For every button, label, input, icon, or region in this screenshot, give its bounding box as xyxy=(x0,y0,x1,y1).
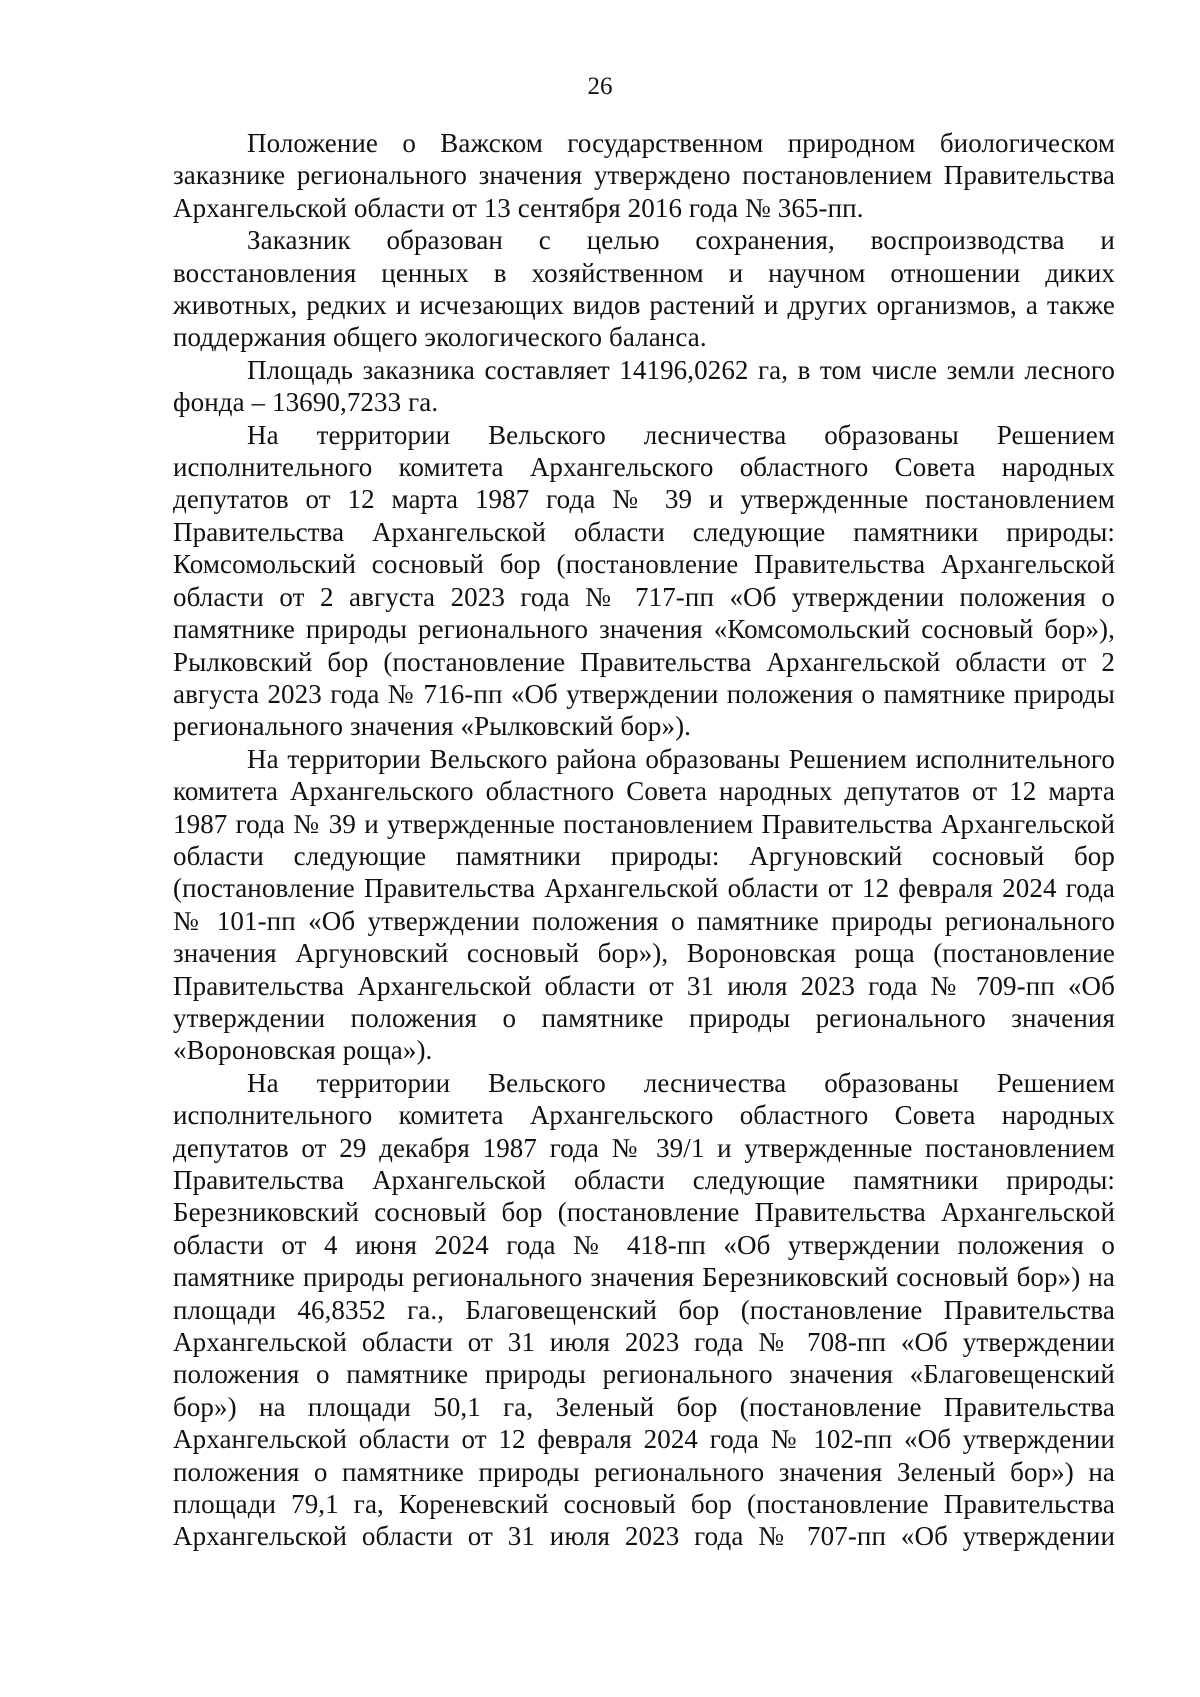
paragraph-reserve-purpose: Заказник образован с целью сохранения, воспроизводства и восстановления ценных в хозяйственном и научном отношении диких животных, редких и исчезающих видов растений и других организмов, а также поддержания общего экологического баланса. xyxy=(173,225,1115,353)
document-body xyxy=(173,127,1115,1553)
paragraph-vazhsky-reserve-regulation: Положение о Важском государственном природном биологическом заказнике регионального значения утверждено постановлением Правительства Архангельской области от 13 сентября 2016 года № 365-пп. xyxy=(173,128,1115,223)
paragraph-velsk-forestry-monuments-dec-1987: На территории Вельского лесничества образованы Решением исполнительного комитета Архангельского областного Совета народных депутатов от 29 декабря 1987 года № 39/1 и утвержденные постановлением Правительства Архангельской области следующие памятники природы: Березниковский сосновый бор (постановление Правительства Архангельской области от 4 июня 2024 года № 418-пп «Об утверждении положения о памятнике природы регионального значения Березниковский сосновый бор») на площади 46,8352 га., Благовещенский бор (постановление Правительства Архангельской области от 31 июля 2023 года № 708-пп «Об утверждении положения о памятнике природы регионального значения «Благовещенский бор») на площади 50,1 га, Зеленый бор (постановление Правительства Архангельской области от 12 февраля 2024 года № 102-пп «Об утверждении положения о памятнике природы регионального значения Зеленый бор») на площади 79,1 га, Кореневский сосновый бор (постановление Правительства Архангельской области от 31 июля 2023 года № 707-пп «Об утверждении xyxy=(173,1067,1115,1552)
paragraph-reserve-area: Площадь заказника составляет 14196,0262 га, в том числе земли лесного фонда – 13690,7233 га. xyxy=(173,354,1115,418)
paragraph-velsk-forestry-monuments-1987: На территории Вельского лесничества образованы Решением исполнительного комитета Архангельского областного Совета народных депутатов от 12 марта 1987 года № 39 и утвержденные постановлением Правительства Архангельской области следующие памятники природы: Комсомольский сосновый бор (постановление Правительства Архангельской области от 2 августа 2023 года № 717-пп «Об утверждении положения о памятнике природы регионального значения «Комсомольский сосновый бор»), Рылковский бор (постановление Правительства Архангельской области от 2 августа 2023 года № 716-пп «Об утверждении положения о памятнике природы регионального значения «Рылковский бор»). xyxy=(173,419,1115,742)
page-number: 26 xyxy=(587,73,613,100)
paragraph-velsk-district-monuments: На территории Вельского района образованы Решением исполнительного комитета Архангельского областного Совета народных депутатов от 12 марта 1987 года № 39 и утвержденные постановлением Правительства Архангельской области следующие памятники природы: Аргуновский сосновый бор (постановление Правительства Архангельской области от 12 февраля 2024 года № 101-пп «Об утверждении положения о памятнике природы регионального значения Аргуновский сосновый бор»), Вороновская роща (постановление Правительства Архангельской области от 31 июля 2023 года № 709-пп «Об утверждении положения о памятнике природы регионального значения «Вороновская роща»). xyxy=(173,743,1115,1066)
